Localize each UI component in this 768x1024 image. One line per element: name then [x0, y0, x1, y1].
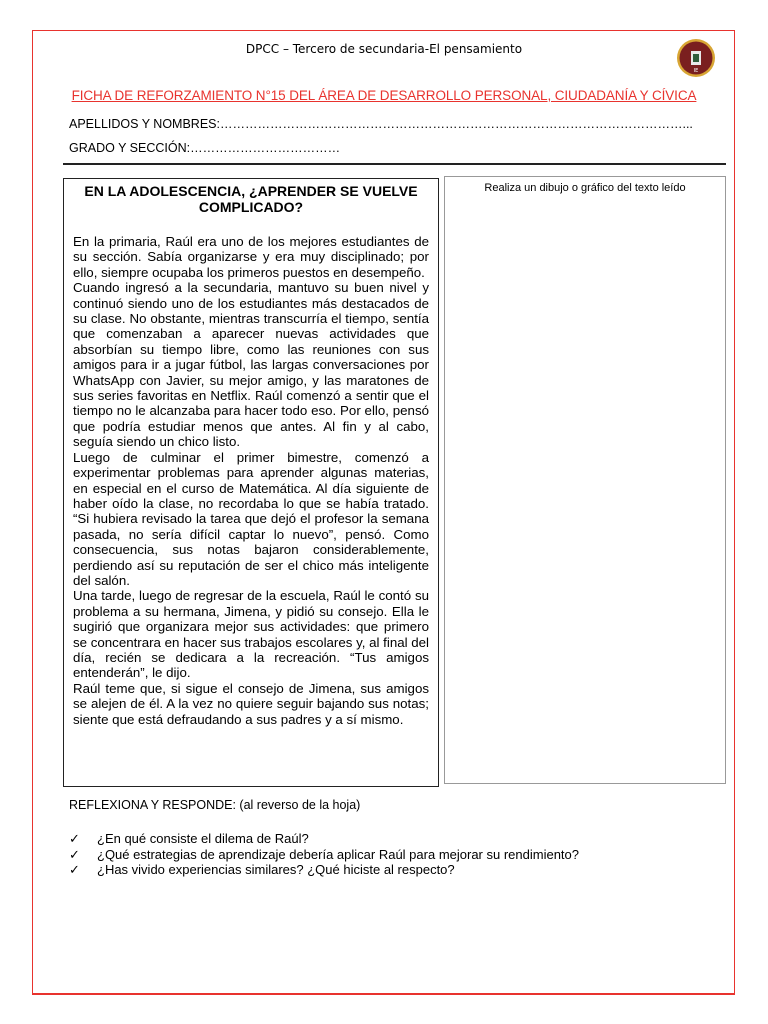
question-list [69, 831, 579, 878]
bottom-rule [32, 994, 735, 995]
grade-section-field[interactable]: GRADO Y SECCIÓN:……………………………… [69, 141, 341, 155]
question-text: ¿En qué consiste el dilema de Raúl? [97, 831, 309, 846]
header-divider [63, 163, 726, 165]
check-icon: ✓ [69, 862, 80, 877]
check-icon: ✓ [69, 831, 80, 846]
course-header: DPCC – Tercero de secundaria-El pensamiento [245, 42, 523, 56]
worksheet-title: FICHA DE REFORZAMIENTO N°15 DEL ÁREA DE DESARROLLO PERSONAL, CIUDADANÍA Y CÍVICA [71, 88, 697, 103]
drawing-instruction: Realiza un dibujo o gráfico del texto leído [484, 182, 686, 194]
drawing-area[interactable] [444, 176, 726, 784]
story-paragraph: Luego de culminar el primer bimestre, comenzó a experimentar problemas para aprender algunas materias, en especial en el curso de Matemática. Al día siguiente de haber oído la clase, no recordaba lo que se había tratado. “Si hubiera revisado la tarea que dejó el profesor la semana pasada, no sería difícil captar lo nuevo”, pensó. Como consecuencia, sus notas bajaron considerablemente, perdiendo así su reputación de ser el chico más inteligente del salón. [73, 449, 429, 588]
check-icon: ✓ [69, 846, 80, 862]
question-item [69, 847, 579, 863]
question-text: ¿Qué estrategias de aprendizaje debería aplicar Raúl para mejorar su rendimiento? [97, 846, 579, 862]
school-logo [676, 38, 716, 78]
story-title: EN LA ADOLESCENCIA, ¿APRENDER SE VUELVE COMPLICADO? [84, 183, 418, 215]
story-paragraph: Una tarde, luego de regresar de la escuela, Raúl le contó su problema a su hermana, Jimena, y pidió su consejo. Ella le sugirió que organizara mejor sus actividades: que primero se concentrara en hacer sus trabajos escolares y, al final del día, recién se dedicara a la recreación. “Tus amigos entenderán”, le dijo. [73, 588, 430, 681]
story-paragraph: Raúl teme que, si sigue el consejo de Jimena, sus amigos se alejen de él. A la vez no quiere seguir bajando sus notas; siente que está defraudando a sus padres y a sí mismo. [73, 680, 429, 727]
question-item [69, 862, 579, 878]
logo-text: IE [693, 68, 699, 74]
question-item [69, 831, 579, 847]
story-paragraph: En la primaria, Raúl era uno de los mejores estudiantes de su sección. Sabía organizarse y era muy disciplinado; por ello, siempre ocupaba los primeros puestos en desempeño. [73, 234, 429, 280]
story-paragraph: Cuando ingresó a la secundaria, mantuvo su buen nivel y continuó siendo uno de los estudiantes más destacados de su clase. No obstante, mientras transcurría el tiempo, sentía que comenzaban a aparecer nuevas actividades que absorbían su tiempo libre, como las reuniones con sus amigos para ir a jugar fútbol, las largas conversaciones por WhatsApp con Javier, su mejor amigo, y las maratones de sus series favoritas en Netflix. Raúl comenzó a sentir que el tiempo no le alcanzaba para hacer todo eso. Por ello, pensó que podría estudiar menos que antes. Al fin y al cabo, seguía siendo un chico listo. [73, 280, 429, 450]
names-field[interactable]: APELLIDOS Y NOMBRES:…………………………………………………………………………………………………... [69, 117, 693, 131]
story-text [73, 234, 429, 727]
question-text: ¿Has vivido experiencias similares? ¿Qué hiciste al respecto? [97, 862, 455, 877]
reflection-label: REFLEXIONA Y RESPONDE: (al reverso de la hoja) [69, 798, 361, 812]
